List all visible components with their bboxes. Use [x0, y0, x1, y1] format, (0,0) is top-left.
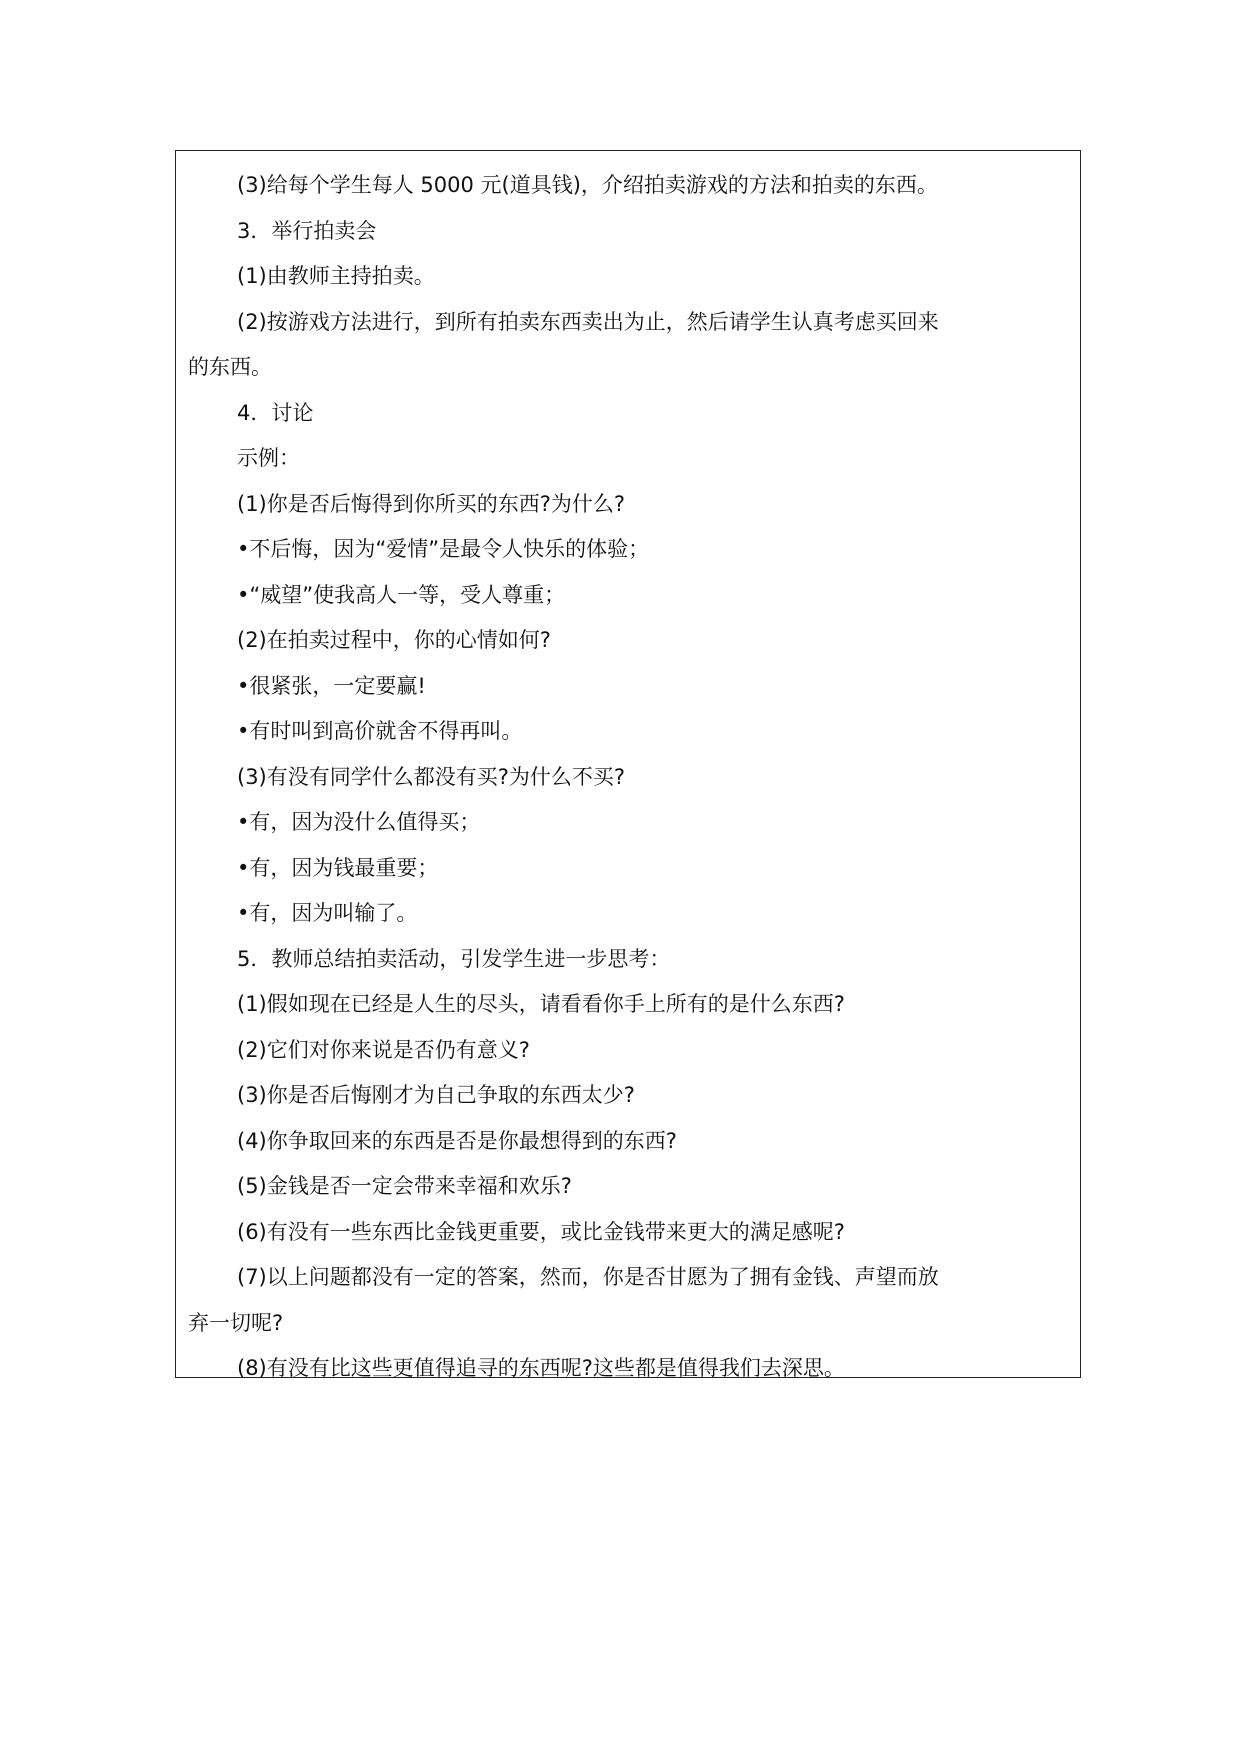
text-line: (1)由教师主持拍卖。	[237, 264, 435, 288]
bullet-answer: •有，因为钱最重要；	[237, 855, 439, 880]
question-line: (1)假如现在已经是人生的尽头，请看看你手上所有的是什么东西?	[237, 992, 845, 1016]
text-line: 弃一切呢?	[188, 1310, 284, 1335]
question-line: (5)金钱是否一定会带来幸福和欢乐?	[237, 1174, 572, 1198]
document-table-cell	[175, 150, 1081, 1378]
section-heading: 5．教师总结拍卖活动，引发学生进一步思考：	[237, 946, 671, 971]
question-line: (2)在拍卖过程中，你的心情如何?	[237, 628, 551, 652]
bullet-answer: •有，因为没什么值得买；	[237, 810, 481, 834]
section-heading: 4．讨论	[237, 400, 314, 425]
question-line: (8)有没有比这些更值得追寻的东西呢?这些都是值得我们去深思。	[237, 1356, 845, 1380]
bullet-answer: •有时叫到高价就舍不得再叫。	[237, 719, 523, 743]
text-line: (3)给每个学生每人 5000 元(道具钱)，介绍拍卖游戏的方法和拍卖的东西。	[237, 173, 938, 197]
question-line: (2)它们对你来说是否仍有意义?	[237, 1037, 530, 1062]
question-line: (6)有没有一些东西比金钱更重要，或比金钱带来更大的满足感呢?	[237, 1219, 845, 1244]
bullet-answer: •很紧张，一定要赢!	[237, 673, 426, 698]
question-line: (7)以上问题都没有一定的答案，然而，你是否甘愿为了拥有金钱、声望而放	[237, 1265, 939, 1289]
question-line: (3)你是否后悔刚才为自己争取的东西太少?	[237, 1083, 635, 1107]
text-line: 的东西。	[188, 355, 272, 379]
bullet-answer: •不后悔，因为“爱情”是最令人快乐的体验；	[237, 537, 650, 561]
question-line: (4)你争取回来的东西是否是你最想得到的东西?	[237, 1128, 677, 1153]
bullet-answer: •“威望”使我高人一等，受人尊重；	[237, 582, 566, 607]
question-line: (3)有没有同学什么都没有买?为什么不买?	[237, 764, 626, 789]
text-line: (2)按游戏方法进行，到所有拍卖东西卖出为止，然后请学生认真考虑买回来	[237, 309, 939, 334]
question-line: (1)你是否后悔得到你所买的东西?为什么?	[237, 491, 626, 516]
section-heading: 3．举行拍卖会	[237, 218, 377, 243]
bullet-answer: •有，因为叫输了。	[237, 901, 418, 925]
text-line: 示例：	[237, 446, 300, 470]
